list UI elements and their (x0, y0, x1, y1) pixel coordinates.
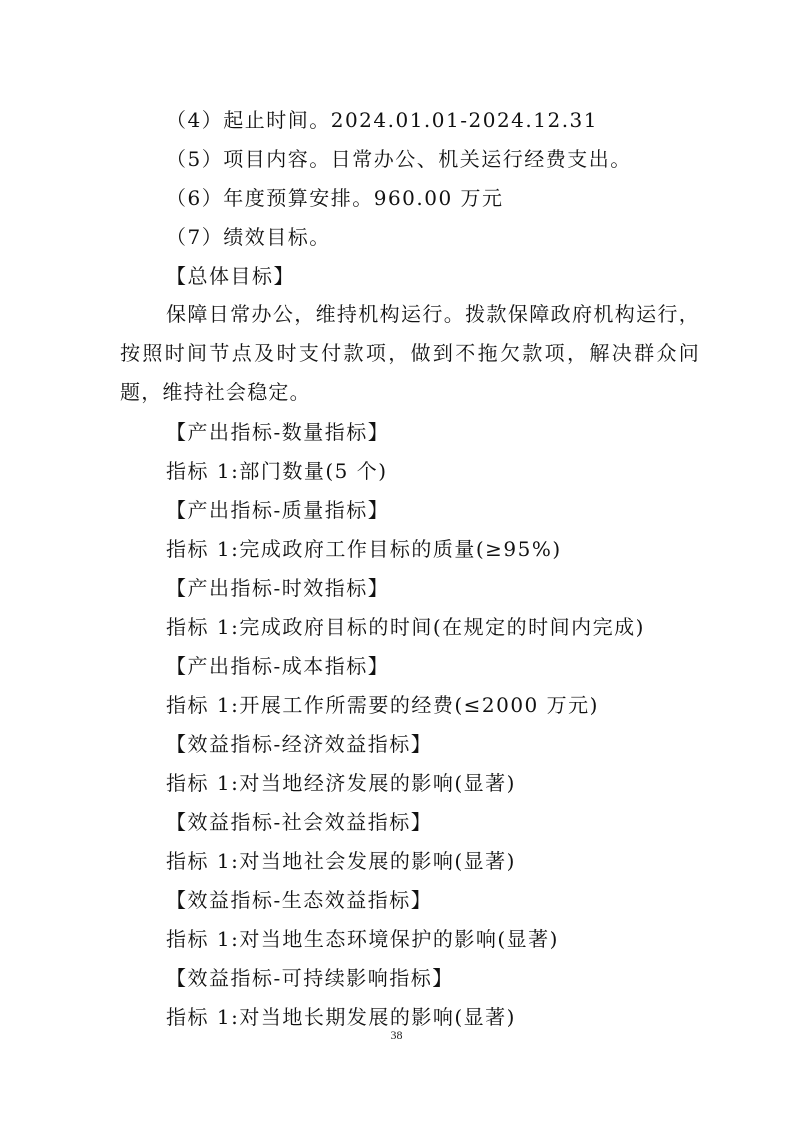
page-number: 38 (390, 1028, 403, 1042)
start-end-time-line: （4）起止时间。2024.01.01-2024.12.31 (166, 108, 599, 132)
indicator-heading: 【产出指标-时效指标】 (166, 576, 390, 600)
annual-budget-line: （6）年度预算安排。960.00 万元 (166, 186, 504, 210)
indicator-item: 指标 1:对当地社会发展的影响(显著) (166, 849, 516, 873)
indicator-item: 指标 1:部门数量(5 个) (166, 459, 388, 483)
indicator-heading: 【效益指标-社会效益指标】 (166, 810, 433, 834)
indicator-heading: 【产出指标-成本指标】 (166, 654, 390, 678)
indicator-item: 指标 1:完成政府目标的时间(在规定的时间内完成) (166, 615, 645, 639)
indicator-item: 指标 1:完成政府工作目标的质量(≥95%) (166, 537, 562, 561)
overall-goal-paragraph: 保障日常办公，维持机构运行。拨款保障政府机构运行，按照时间节点及时支付款项，做到不拖欠款项，解决群众问题，维持社会稳定。 (120, 302, 700, 404)
indicator-heading: 【效益指标-生态效益指标】 (166, 888, 433, 912)
indicator-item: 指标 1:对当地经济发展的影响(显著) (166, 771, 516, 795)
project-content-line: （5）项目内容。日常办公、机关运行经费支出。 (166, 147, 632, 171)
performance-goal-line: （7）绩效目标。 (166, 225, 331, 249)
indicator-heading: 【产出指标-数量指标】 (166, 420, 390, 444)
indicator-item: 指标 1:开展工作所需要的经费(≤2000 万元) (166, 693, 599, 717)
indicator-item: 指标 1:对当地生态环境保护的影响(显著) (166, 927, 559, 951)
indicator-heading: 【效益指标-经济效益指标】 (166, 732, 433, 756)
indicator-item: 指标 1:对当地长期发展的影响(显著) (166, 1005, 516, 1029)
indicator-heading: 【效益指标-可持续影响指标】 (166, 966, 454, 990)
indicator-heading: 【产出指标-质量指标】 (166, 498, 390, 522)
overall-goal-heading: 【总体目标】 (166, 264, 295, 288)
